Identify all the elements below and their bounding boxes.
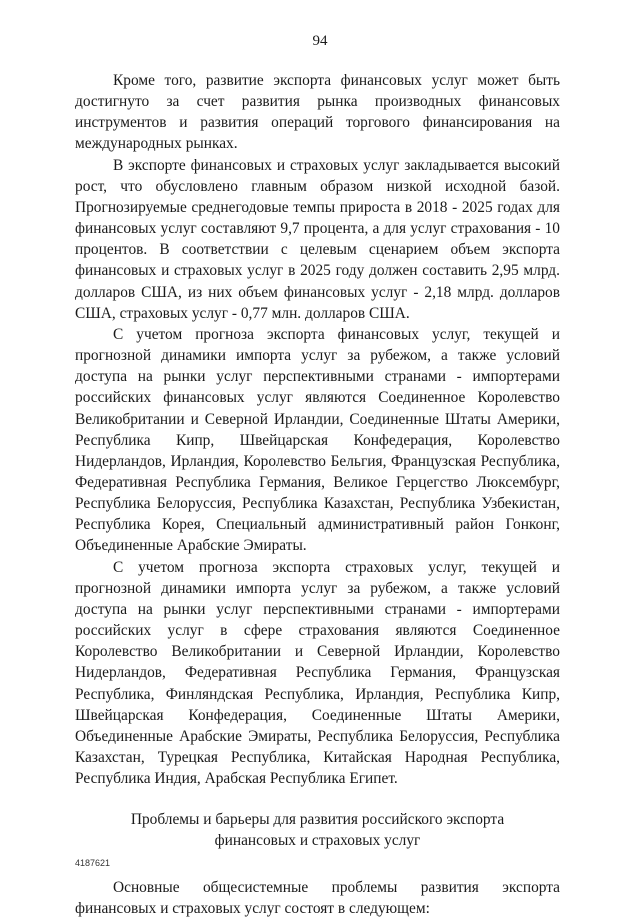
page-number: 94: [312, 33, 328, 49]
paragraph-insurance-importers: С учетом прогноза экспорта страховых услуг, текущей и прогнозной динамики импорта услуг за рубежом, а также условий доступа на рынки услуг перспективными странами - импортерами российских услуг в сфере страхования являются Соединенное Королевство Великобритании и Северной Ирландии, Королевство Нидерландов, Федеративная Республика Германия, Французская Республика, Финляндская Республика, Ирландия, Республика Кипр, Швейцарская Конфедерация, Соединенные Штаты Америки, Объединенные Арабские Эмираты, Республика Белоруссия, Республика Казахстан, Турецкая Республика, Китайская Народная Республика, Республика Индия, Арабская Республика Египет.: [75, 558, 560, 788]
document-code: 4187621: [75, 858, 111, 868]
section-heading-line-2: финансовых и страховых услуг: [214, 832, 421, 850]
document-body: [75, 70, 560, 919]
paragraph-growth-forecast: В экспорте финансовых и страховых услуг закладывается высокий рост, что обусловлено главным образом низкой исходной базой. Прогнозируемые среднегодовые темпы прироста в 2018 - 2025 годах для финансовых услуг составляют 9,7 процента, а для услуг страхования - 10 процентов. В соответствии с целевым сценарием объем экспорта финансовых и страховых услуг в 2025 году должен составить 2,95 млрд. долларов США, из них объем финансовых услуг - 2,18 млрд. долларов США, страховых услуг - 0,77 млн. долларов США.: [75, 156, 560, 322]
section-heading: [75, 809, 560, 851]
section-heading-line-1: Проблемы и барьеры для развития российского экспорта: [130, 811, 505, 829]
paragraph-derivatives: Кроме того, развитие экспорта финансовых услуг может быть достигнуто за счет развития рынка производных финансовых инструментов и развития операций торгового финансирования на международных рынках.: [75, 72, 560, 153]
paragraph-financial-importers: С учетом прогноза экспорта финансовых услуг, текущей и прогнозной динамики импорта услуг за рубежом, а также условий доступа на рынки услуг перспективными странами - импортерами российских финансовых услуг являются Соединенное Королевство Великобритании и Северной Ирландии, Соединенные Штаты Америки, Республика Кипр, Швейцарская Конфедерация, Королевство Нидерландов, Ирландия, Королевство Бельгия, Французская Республика, Федеративная Республика Германия, Великое Герцегство Люксембург, Республика Белоруссия, Республика Казахстан, Республика Узбекистан, Республика Корея, Специальный административный район Гонконг, Объединенные Арабские Эмираты.: [75, 325, 560, 555]
paragraph-problems-intro: Основные общесистемные проблемы развития экспорта финансовых и страховых услуг состоят в следующем:: [75, 878, 560, 917]
